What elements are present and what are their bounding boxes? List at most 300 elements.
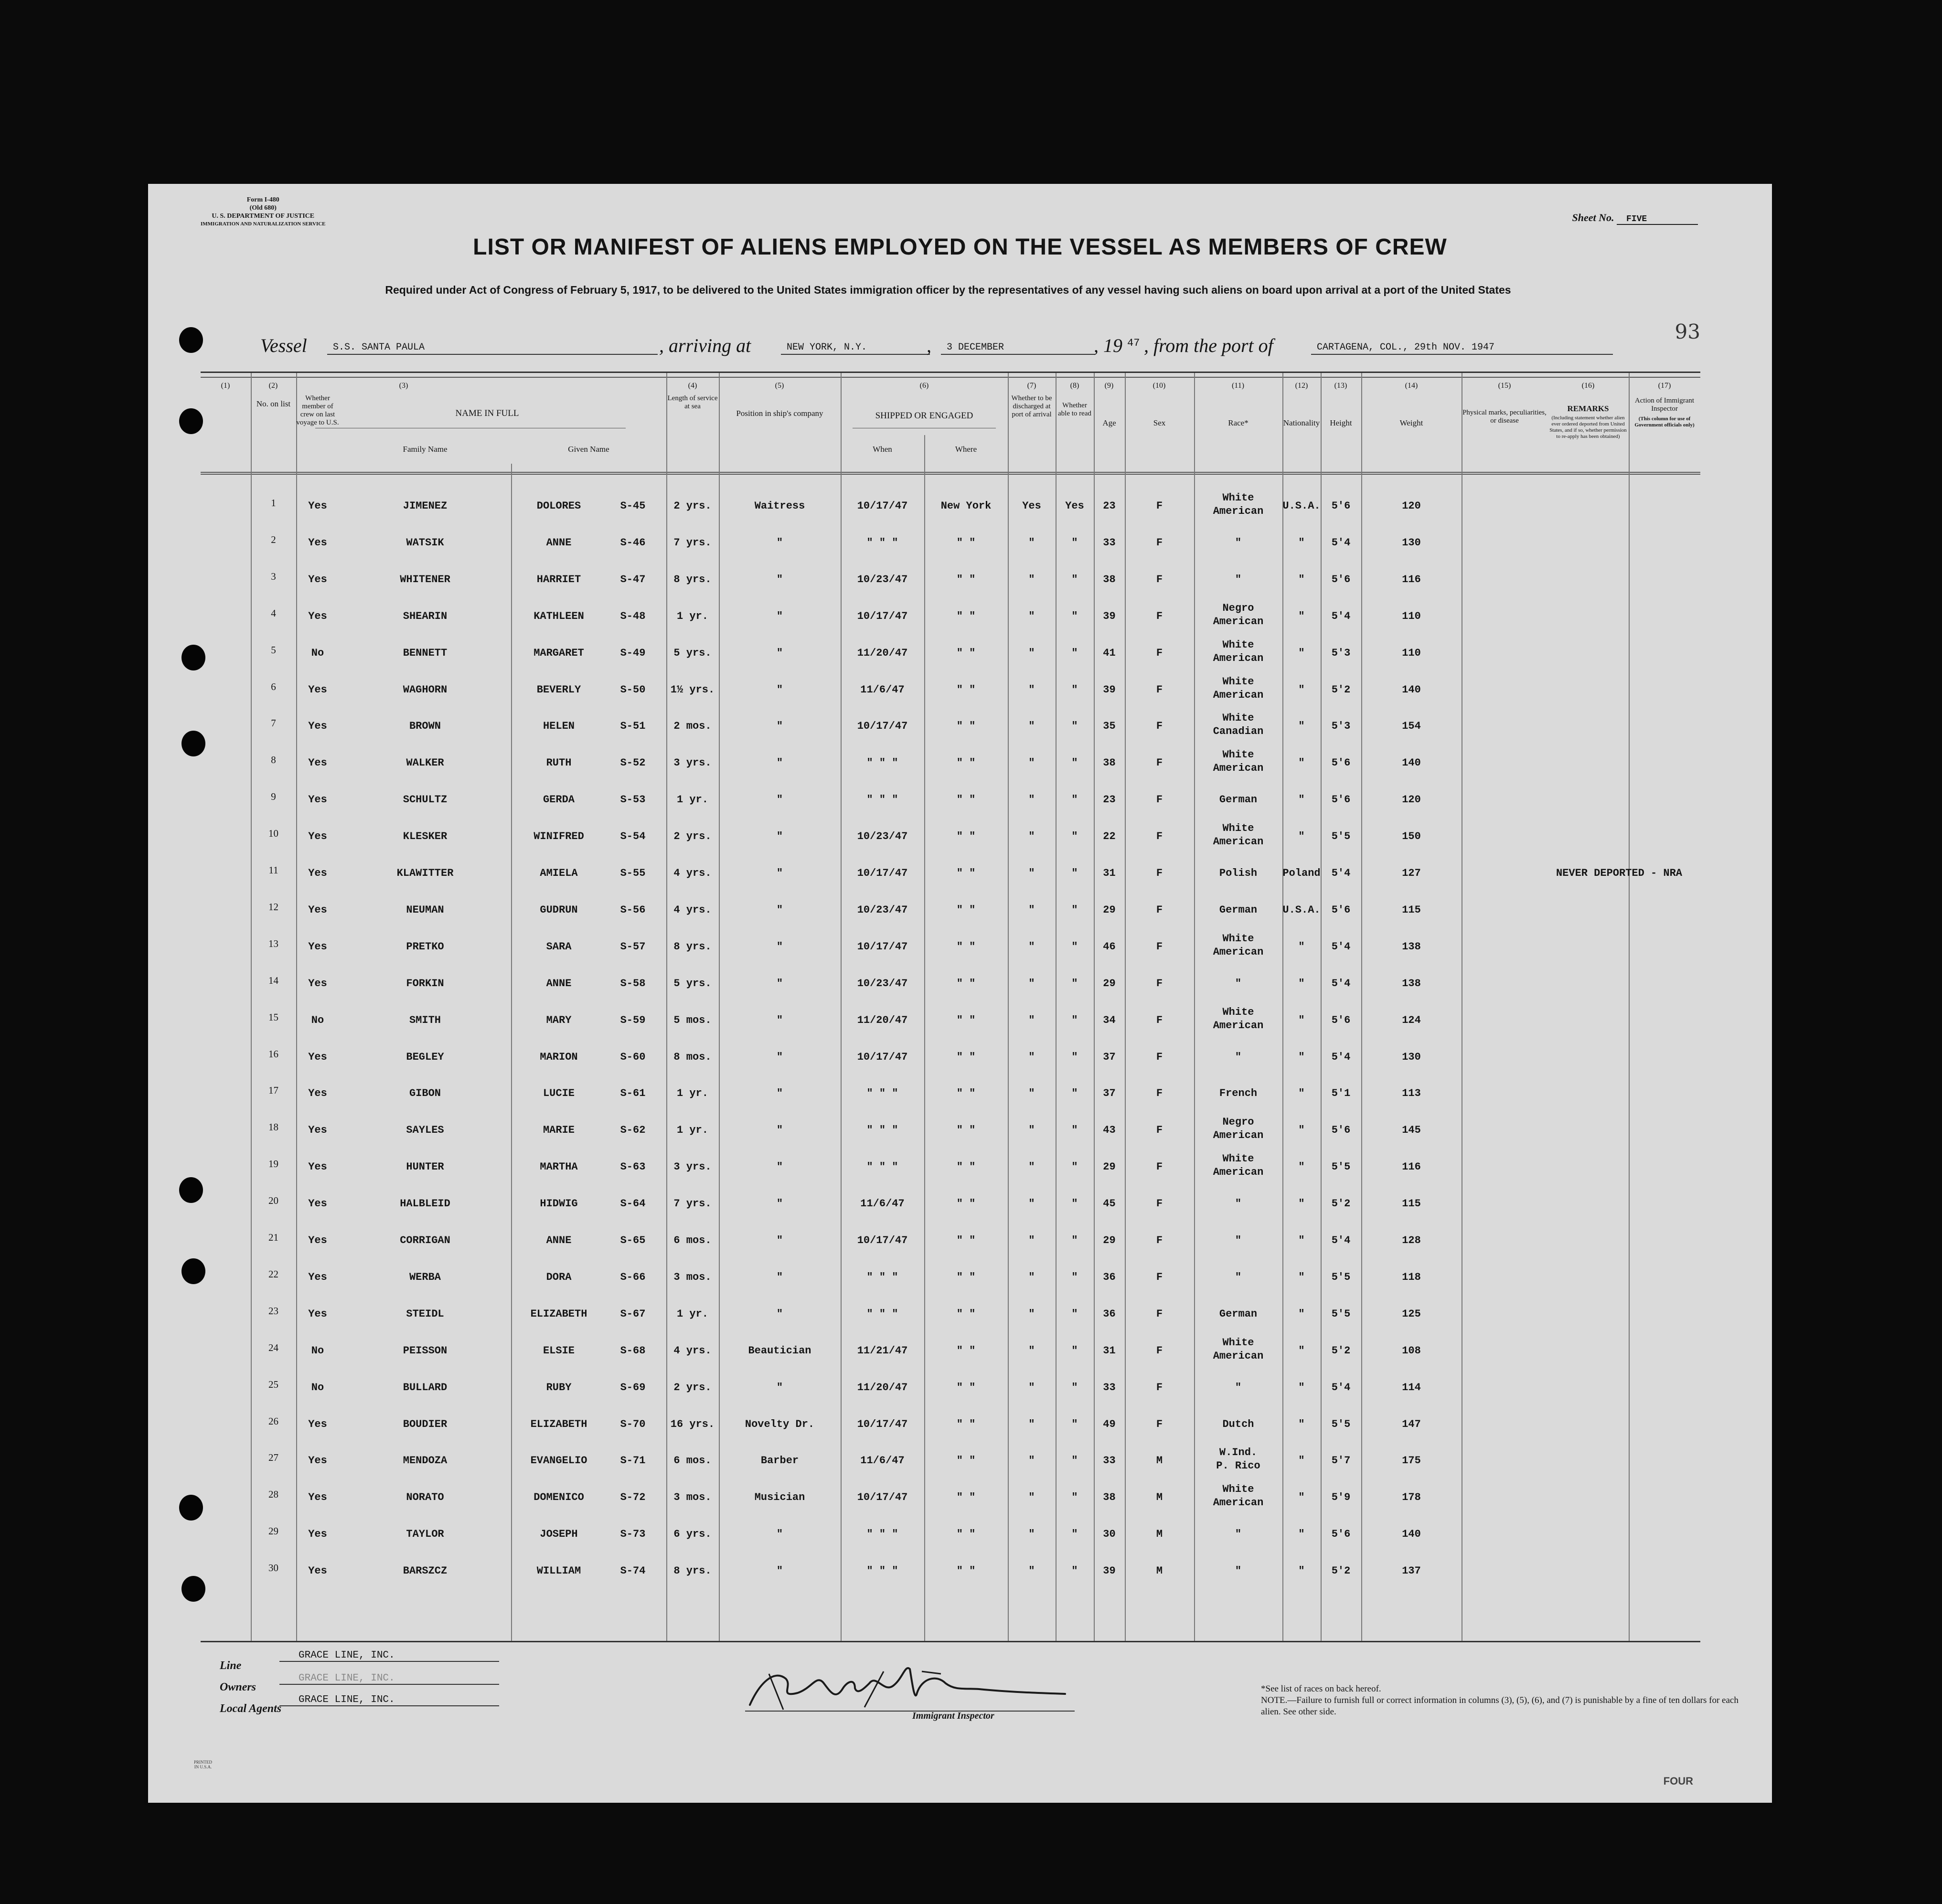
shipped-where-cell: " " xyxy=(956,1418,976,1430)
length-service-cell: 1 yr. xyxy=(676,794,708,806)
length-service-cell: 6 mos. xyxy=(673,1234,712,1246)
family-name-cell: STEIDL xyxy=(406,1308,444,1320)
race-line-1: White xyxy=(1222,1483,1254,1496)
crew-id-cell: S-63 xyxy=(620,1161,646,1173)
shipped-when-cell: " " " xyxy=(866,1528,898,1541)
owners-value: GRACE LINE, INC. xyxy=(279,1673,499,1685)
crew-id-cell: S-59 xyxy=(620,1014,646,1026)
crew-id-cell: S-70 xyxy=(620,1418,646,1430)
shipped-when-cell: " " " xyxy=(866,1308,898,1320)
family-name-cell: WAGHORN xyxy=(403,683,448,696)
row-number: 20 xyxy=(268,1195,278,1207)
table-row xyxy=(201,892,1700,928)
race-line-2: American xyxy=(1213,836,1264,848)
member-cell: Yes xyxy=(308,1124,327,1137)
discharged-cell: " xyxy=(1028,536,1035,549)
given-name-cell: HARRIET xyxy=(536,573,581,585)
shipped-where-cell: New York xyxy=(940,500,992,512)
position-cell: " xyxy=(776,536,783,549)
nationality-cell: " xyxy=(1298,1381,1305,1393)
crew-id-cell: S-58 xyxy=(620,977,646,989)
member-cell: No xyxy=(311,647,324,659)
header-sex: Sex xyxy=(1153,418,1166,427)
shipped-when-cell: 10/17/47 xyxy=(857,1234,908,1246)
race-line-2: American xyxy=(1213,1166,1264,1179)
race-cell xyxy=(1194,1116,1282,1142)
page-number: 93 xyxy=(1675,320,1700,343)
race-cell xyxy=(1194,1051,1282,1063)
race-line-1: White xyxy=(1222,1336,1254,1349)
inspector-label: Immigrant Inspector xyxy=(912,1711,994,1721)
member-cell: Yes xyxy=(308,830,327,843)
family-name-cell: HUNTER xyxy=(406,1161,444,1173)
nationality-cell: Poland xyxy=(1282,867,1321,879)
height-cell: 5'6 xyxy=(1331,1124,1351,1137)
age-cell: 30 xyxy=(1103,1528,1116,1541)
shipped-where-cell: " " xyxy=(956,573,976,585)
position-cell: Barber xyxy=(760,1455,799,1467)
form-number: Form I-480 xyxy=(246,196,279,203)
shipped-where-cell: " " xyxy=(956,1344,976,1357)
column-number: (6) xyxy=(919,382,929,390)
column-number: (9) xyxy=(1104,382,1114,390)
race-cell xyxy=(1194,1152,1282,1179)
race-line-2: American xyxy=(1213,689,1264,701)
given-name-cell: GUDRUN xyxy=(540,904,578,916)
height-cell: 5'2 xyxy=(1331,1565,1351,1577)
column-number: (7) xyxy=(1027,382,1036,390)
arriving-port: NEW YORK, N.Y. xyxy=(781,342,930,355)
length-service-cell: 8 yrs. xyxy=(673,940,712,953)
length-service-cell: 5 yrs. xyxy=(673,977,712,989)
given-name-cell: LUCIE xyxy=(543,1087,575,1100)
nationality-cell: " xyxy=(1298,1271,1305,1283)
sex-cell: F xyxy=(1156,610,1163,622)
crew-table xyxy=(201,372,1700,1642)
sex-cell: F xyxy=(1156,1418,1163,1430)
nationality-cell: " xyxy=(1298,794,1305,806)
race-cell xyxy=(1194,794,1282,806)
length-service-cell: 2 mos. xyxy=(673,720,712,733)
length-service-cell: 1½ yrs. xyxy=(670,683,715,696)
race-line-2: American xyxy=(1213,1019,1264,1032)
sex-cell: M xyxy=(1156,1528,1163,1541)
shipped-where-cell: " " xyxy=(956,757,976,769)
race-cell xyxy=(1194,1271,1282,1283)
weight-cell: 116 xyxy=(1402,1161,1421,1173)
shipped-when-cell: " " " xyxy=(866,1161,898,1173)
sex-cell: F xyxy=(1156,1271,1163,1283)
given-name-cell: MARGARET xyxy=(534,647,584,659)
member-cell: Yes xyxy=(308,1418,327,1430)
member-cell: Yes xyxy=(308,1051,327,1063)
member-cell: Yes xyxy=(308,977,327,989)
sex-cell: F xyxy=(1156,1051,1163,1063)
weight-cell: 114 xyxy=(1402,1381,1421,1393)
race-line-1: Polish xyxy=(1219,867,1258,879)
height-cell: 5'4 xyxy=(1331,610,1351,622)
age-cell: 33 xyxy=(1103,536,1116,549)
length-service-cell: 1 yr. xyxy=(676,1087,708,1100)
discharged-cell: " xyxy=(1028,1418,1035,1430)
punch-hole xyxy=(179,327,203,353)
family-name-cell: WERBA xyxy=(409,1271,441,1283)
age-cell: 37 xyxy=(1103,1051,1116,1063)
weight-cell: 110 xyxy=(1402,647,1421,659)
discharged-cell: " xyxy=(1028,1161,1035,1173)
member-cell: Yes xyxy=(308,1161,327,1173)
family-name-cell: BEGLEY xyxy=(406,1051,444,1063)
sex-cell: F xyxy=(1156,977,1163,989)
given-name-cell: BEVERLY xyxy=(536,683,581,696)
race-line-2: American xyxy=(1213,652,1264,664)
length-service-cell: 3 yrs. xyxy=(673,757,712,769)
discharged-cell: " xyxy=(1028,1271,1035,1283)
race-cell xyxy=(1194,602,1282,628)
age-cell: 22 xyxy=(1103,830,1116,843)
service-name: IMMIGRATION AND NATURALIZATION SERVICE xyxy=(201,221,326,227)
race-line-1: " xyxy=(1235,1565,1242,1577)
weight-cell: 115 xyxy=(1402,904,1421,916)
height-cell: 5'6 xyxy=(1331,500,1351,512)
given-name-cell: MARY xyxy=(546,1014,572,1026)
crew-id-cell: S-57 xyxy=(620,940,646,953)
column-number: (15) xyxy=(1498,382,1511,390)
discharged-cell: " xyxy=(1028,1014,1035,1026)
sex-cell: F xyxy=(1156,1198,1163,1210)
shipped-when-cell: " " " xyxy=(866,1124,898,1137)
row-number: 3 xyxy=(271,570,276,582)
length-service-cell: 4 yrs. xyxy=(673,904,712,916)
family-name-cell: PEISSON xyxy=(403,1344,448,1357)
age-cell: 23 xyxy=(1103,500,1116,512)
row-number: 13 xyxy=(268,937,278,949)
nationality-cell: " xyxy=(1298,1455,1305,1467)
nationality-cell: " xyxy=(1298,536,1305,549)
inspector-signature xyxy=(740,1655,1084,1717)
length-service-cell: 7 yrs. xyxy=(673,1198,712,1210)
shipped-when-cell: 11/21/47 xyxy=(857,1344,908,1357)
given-name-cell: DOMENICO xyxy=(534,1491,584,1504)
length-service-cell: 4 yrs. xyxy=(673,867,712,879)
row-number: 5 xyxy=(271,644,276,656)
given-name-cell: MARTHA xyxy=(540,1161,578,1173)
shipped-when-cell: 10/17/47 xyxy=(857,720,908,733)
race-line-1: " xyxy=(1235,1271,1242,1283)
shipped-when-cell: " " " xyxy=(866,1565,898,1577)
shipped-where-cell: " " xyxy=(956,610,976,622)
read-cell: " xyxy=(1071,1161,1078,1173)
header-action-note: (This column for use of Government officials only) xyxy=(1634,416,1695,428)
race-line-1: White xyxy=(1222,749,1254,761)
crew-id-cell: S-65 xyxy=(620,1234,646,1246)
shipped-when-cell: 10/17/47 xyxy=(857,867,908,879)
race-line-2: American xyxy=(1213,762,1264,775)
length-service-cell: 1 yr. xyxy=(676,610,708,622)
shipped-where-cell: " " xyxy=(956,867,976,879)
position-cell: " xyxy=(776,1528,783,1541)
age-cell: 39 xyxy=(1103,1565,1116,1577)
weight-cell: 130 xyxy=(1402,536,1421,549)
family-name-cell: SHEARIN xyxy=(403,610,448,622)
race-cell xyxy=(1194,537,1282,549)
discharged-cell: " xyxy=(1028,720,1035,733)
member-cell: Yes xyxy=(308,1271,327,1283)
age-cell: 31 xyxy=(1103,867,1116,879)
weight-cell: 130 xyxy=(1402,1051,1421,1063)
table-row xyxy=(201,1406,1700,1442)
crew-id-cell: S-51 xyxy=(620,720,646,733)
weight-cell: 137 xyxy=(1402,1565,1421,1577)
header-position: Position in ship's company xyxy=(736,409,823,418)
header-member: Whether member of crew on last voyage to U.S. xyxy=(296,394,339,426)
race-line-1: White xyxy=(1222,712,1254,724)
age-cell: 37 xyxy=(1103,1087,1116,1100)
shipped-when-cell: " " " xyxy=(866,757,898,769)
shipped-where-cell: " " xyxy=(956,1491,976,1504)
punch-hole xyxy=(181,731,205,756)
position-cell: Musician xyxy=(754,1491,805,1504)
punch-hole xyxy=(179,1495,203,1521)
read-cell: " xyxy=(1071,904,1078,916)
member-cell: Yes xyxy=(308,1234,327,1246)
member-cell: Yes xyxy=(308,1455,327,1467)
family-name-cell: GIBON xyxy=(409,1087,441,1100)
punch-hole xyxy=(179,408,203,434)
nationality-cell: " xyxy=(1298,1491,1305,1504)
race-line-2: American xyxy=(1213,1350,1264,1362)
race-line-1: Negro xyxy=(1222,1116,1254,1128)
table-row xyxy=(201,855,1700,891)
member-cell: Yes xyxy=(308,867,327,879)
height-cell: 5'6 xyxy=(1331,757,1351,769)
shipped-when-cell: 10/17/47 xyxy=(857,610,908,622)
shipped-when-cell: 10/17/47 xyxy=(857,1051,908,1063)
race-cell xyxy=(1194,1198,1282,1210)
shipped-when-cell: 11/20/47 xyxy=(857,1014,908,1026)
table-row xyxy=(201,671,1700,708)
shipped-when-cell: 11/20/47 xyxy=(857,647,908,659)
sex-cell: F xyxy=(1156,1381,1163,1393)
race-line-2: Canadian xyxy=(1213,725,1264,738)
race-line-1: German xyxy=(1219,794,1258,806)
discharged-cell: " xyxy=(1028,683,1035,696)
row-number: 9 xyxy=(271,791,276,803)
shipped-where-cell: " " xyxy=(956,1014,976,1026)
position-cell: " xyxy=(776,1161,783,1173)
race-line-1: W.Ind. xyxy=(1219,1447,1258,1459)
shipped-when-cell: 11/20/47 xyxy=(857,1381,908,1393)
read-cell: " xyxy=(1071,1565,1078,1577)
crew-id-cell: S-67 xyxy=(620,1308,646,1320)
read-cell: " xyxy=(1071,1198,1078,1210)
row-number: 26 xyxy=(268,1415,278,1427)
read-cell: " xyxy=(1071,1124,1078,1137)
row-number: 12 xyxy=(268,901,278,913)
read-cell: " xyxy=(1071,867,1078,879)
nationality-cell: " xyxy=(1298,940,1305,953)
punch-hole xyxy=(179,1177,203,1203)
year-label: , 19 xyxy=(1094,335,1122,356)
shipped-where-cell: " " xyxy=(956,1124,976,1137)
row-number: 15 xyxy=(268,1011,278,1023)
member-cell: Yes xyxy=(308,536,327,549)
sex-cell: F xyxy=(1156,683,1163,696)
age-cell: 29 xyxy=(1103,977,1116,989)
column-number: (5) xyxy=(775,382,784,390)
shipped-where-cell: " " xyxy=(956,1051,976,1063)
height-cell: 5'6 xyxy=(1331,1528,1351,1541)
member-cell: No xyxy=(311,1381,324,1393)
shipped-when-cell: 10/23/47 xyxy=(857,977,908,989)
sex-cell: F xyxy=(1156,500,1163,512)
given-name-cell: SARA xyxy=(546,940,572,953)
table-row xyxy=(201,1222,1700,1258)
table-row xyxy=(201,1112,1700,1148)
race-line-1: " xyxy=(1235,573,1242,585)
position-cell: " xyxy=(776,573,783,585)
vessel-line xyxy=(260,336,1741,360)
weight-cell: 145 xyxy=(1402,1124,1421,1137)
family-name-cell: BARSZCZ xyxy=(403,1565,448,1577)
member-cell: Yes xyxy=(308,1565,327,1577)
weight-cell: 140 xyxy=(1402,757,1421,769)
weight-cell: 116 xyxy=(1402,573,1421,585)
age-cell: 49 xyxy=(1103,1418,1116,1430)
printed-mark: PRINTED IN U.S.A. xyxy=(194,1760,212,1769)
row-number: 18 xyxy=(268,1121,278,1133)
position-cell: Beautician xyxy=(748,1344,811,1357)
read-cell: " xyxy=(1071,1344,1078,1357)
age-cell: 29 xyxy=(1103,904,1116,916)
length-service-cell: 3 mos. xyxy=(673,1271,712,1283)
crew-id-cell: S-64 xyxy=(620,1198,646,1210)
race-cell xyxy=(1194,932,1282,959)
height-cell: 5'2 xyxy=(1331,1344,1351,1357)
position-cell: " xyxy=(776,794,783,806)
discharged-cell: " xyxy=(1028,1344,1035,1357)
nationality-cell: U.S.A. xyxy=(1282,904,1321,916)
family-name-cell: BULLARD xyxy=(403,1381,448,1393)
table-row xyxy=(201,1516,1700,1552)
discharged-cell: " xyxy=(1028,1198,1035,1210)
header-nationality: Nationality xyxy=(1283,418,1320,427)
row-number: 19 xyxy=(268,1158,278,1170)
discharged-cell: " xyxy=(1028,1308,1035,1320)
position-cell: Novelty Dr. xyxy=(745,1418,815,1430)
height-cell: 5'4 xyxy=(1331,867,1351,879)
column-number: (8) xyxy=(1070,382,1079,390)
family-name-cell: SCHULTZ xyxy=(403,794,448,806)
row-number: 14 xyxy=(268,974,278,986)
column-number: (1) xyxy=(221,382,230,390)
read-cell: " xyxy=(1071,1418,1078,1430)
height-cell: 5'5 xyxy=(1331,1161,1351,1173)
weight-cell: 108 xyxy=(1402,1344,1421,1357)
table-row xyxy=(201,635,1700,671)
position-cell: Waitress xyxy=(754,500,805,512)
nationality-cell: " xyxy=(1298,977,1305,989)
race-cell xyxy=(1194,491,1282,518)
family-name-cell: BOUDIER xyxy=(403,1418,448,1430)
discharged-cell: " xyxy=(1028,1234,1035,1246)
race-line-1: White xyxy=(1222,638,1254,651)
crew-id-cell: S-73 xyxy=(620,1528,646,1541)
read-cell: " xyxy=(1071,1014,1078,1026)
row-number: 24 xyxy=(268,1341,278,1353)
column-number: (10) xyxy=(1152,382,1166,390)
shipped-where-cell: " " xyxy=(956,977,976,989)
crew-id-cell: S-54 xyxy=(620,830,646,843)
department-name: U. S. DEPARTMENT OF JUSTICE xyxy=(212,213,315,220)
height-cell: 5'3 xyxy=(1331,720,1351,733)
form-identifier xyxy=(201,196,326,228)
length-service-cell: 8 yrs. xyxy=(673,573,712,585)
sheet-number-label: Sheet No. xyxy=(1572,212,1614,223)
length-service-cell: 8 yrs. xyxy=(673,1565,712,1577)
position-cell: " xyxy=(776,1198,783,1210)
discharged-cell: " xyxy=(1028,977,1035,989)
member-cell: Yes xyxy=(308,1308,327,1320)
sex-cell: F xyxy=(1156,1161,1163,1173)
weight-cell: 140 xyxy=(1402,683,1421,696)
shipped-where-cell: " " xyxy=(956,904,976,916)
height-cell: 5'7 xyxy=(1331,1455,1351,1467)
given-name-cell: ANNE xyxy=(546,977,572,989)
weight-cell: 113 xyxy=(1402,1087,1421,1100)
crew-id-cell: S-55 xyxy=(620,867,646,879)
family-name-cell: KLAWITTER xyxy=(396,867,454,879)
nationality-cell: " xyxy=(1298,720,1305,733)
read-cell: " xyxy=(1071,683,1078,696)
crew-id-cell: S-50 xyxy=(620,683,646,696)
given-name-cell: AMIELA xyxy=(540,867,578,879)
race-cell xyxy=(1194,1006,1282,1032)
member-cell: Yes xyxy=(308,1087,327,1100)
nationality-cell: " xyxy=(1298,683,1305,696)
owners-label: Owners xyxy=(220,1681,256,1693)
race-cell xyxy=(1194,638,1282,665)
position-cell: " xyxy=(776,1234,783,1246)
race-line-1: Negro xyxy=(1222,602,1254,614)
comma-separator: , xyxy=(927,335,931,356)
row-number: 2 xyxy=(271,533,276,545)
column-number: (3) xyxy=(399,382,408,390)
shipped-where-cell: " " xyxy=(956,1528,976,1541)
height-cell: 5'2 xyxy=(1331,1198,1351,1210)
race-cell xyxy=(1194,1565,1282,1577)
agents-label: Local Agents xyxy=(220,1702,282,1715)
read-cell: " xyxy=(1071,573,1078,585)
given-name-cell: ELSIE xyxy=(543,1344,575,1357)
race-cell xyxy=(1194,1336,1282,1363)
position-cell: " xyxy=(776,1014,783,1026)
weight-cell: 110 xyxy=(1402,610,1421,622)
page-title: LIST OR MANIFEST OF ALIENS EMPLOYED ON THE VESSEL AS MEMBERS OF CREW xyxy=(473,234,1447,260)
sex-cell: F xyxy=(1156,1234,1163,1246)
race-line-1: " xyxy=(1235,1528,1242,1541)
sex-cell: F xyxy=(1156,904,1163,916)
given-name-cell: GERDA xyxy=(543,794,575,806)
sheet-stamp: FOUR xyxy=(1663,1775,1693,1787)
member-cell: Yes xyxy=(308,683,327,696)
row-number: 11 xyxy=(268,864,278,876)
position-cell: " xyxy=(776,757,783,769)
family-name-cell: WALKER xyxy=(406,757,444,769)
family-name-cell: WHITENER xyxy=(400,573,450,585)
nationality-cell: " xyxy=(1298,1014,1305,1026)
race-line-2: American xyxy=(1213,946,1264,958)
